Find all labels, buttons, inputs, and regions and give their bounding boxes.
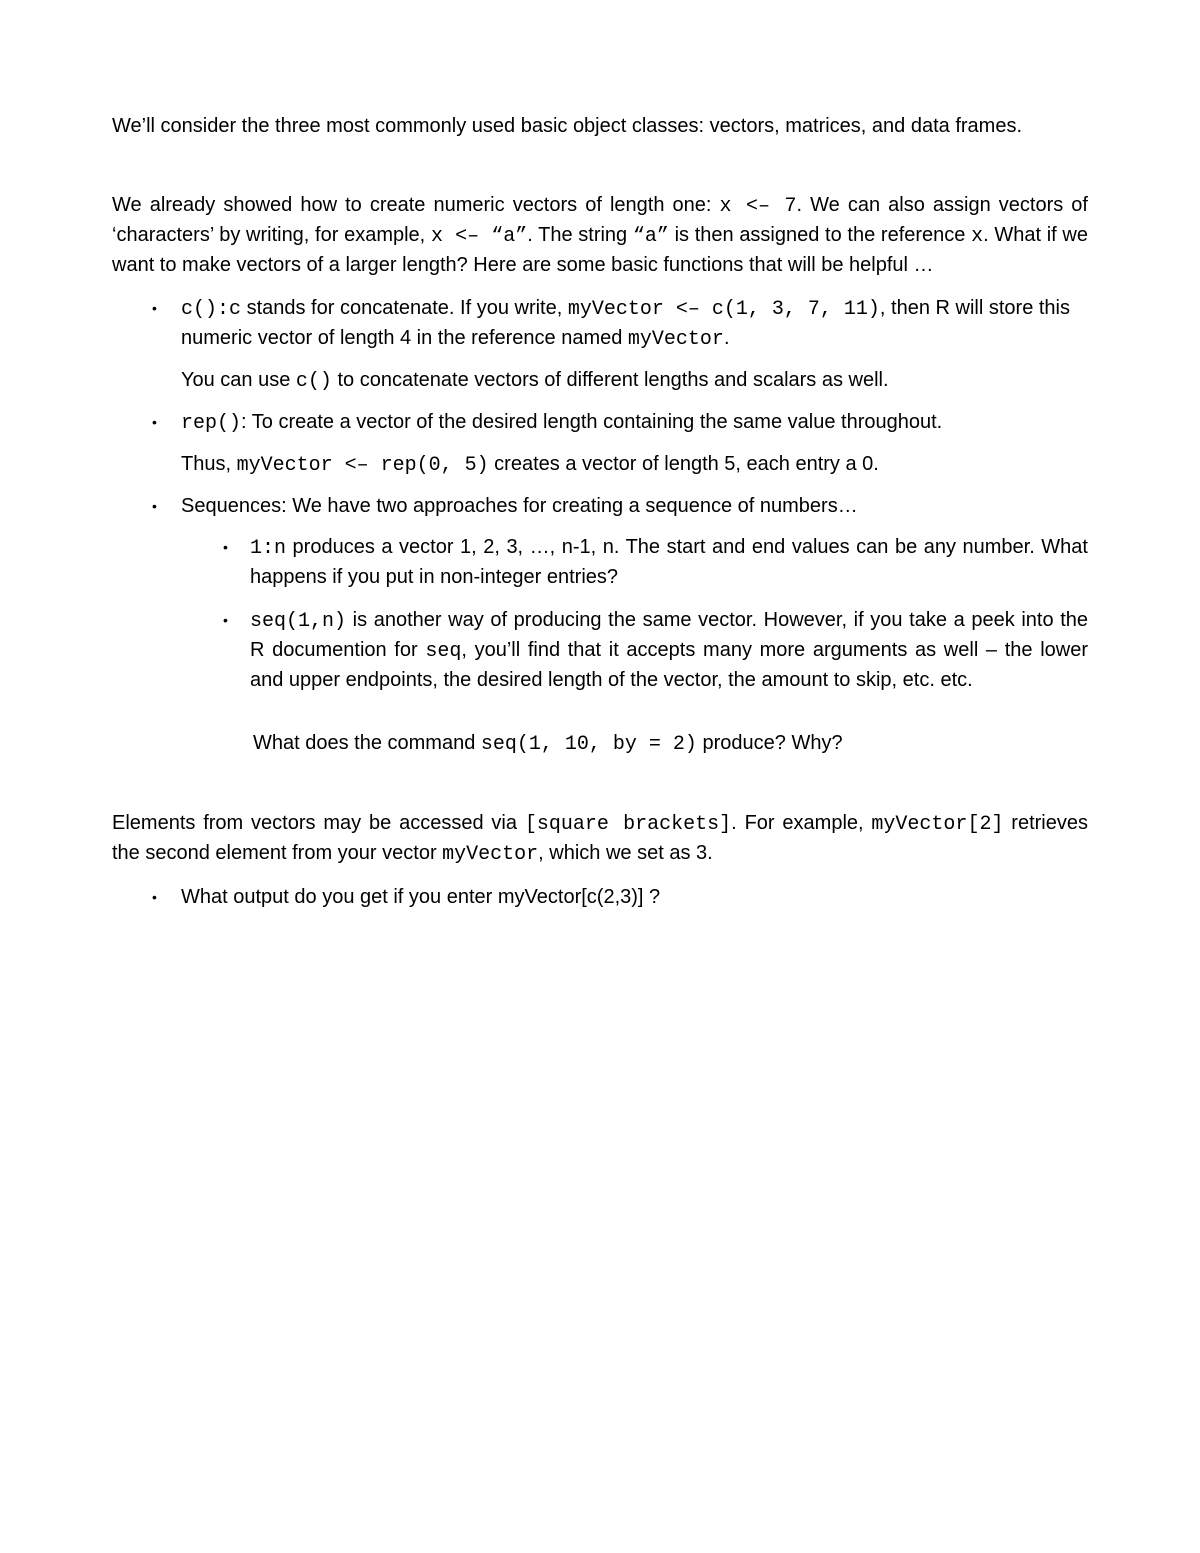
colon-operator-text [250,533,1088,592]
text-run: What does the command [253,732,481,754]
text-run: produces a vector 1, 2, 3, …, n-1, n. The start and end values can be any number. What happens if you put in non-integer entries? [250,536,1088,588]
sequences-text: Sequences: We have two approaches for creating a sequence of numbers… [181,495,858,517]
bullet-icon: • [152,300,157,316]
text-run: . For example, [731,812,872,834]
code-c-call: c() [295,370,332,393]
code-seq-call: seq(1,n) [250,610,347,633]
text-run: is then assigned to the reference [668,224,972,246]
elements-paragraph [112,809,1088,869]
output-question-text: What output do you get if you enter myVector[c(2,3)] ? [181,886,661,908]
text-run: creates a vector of length 5, each entry a 0. [488,453,879,475]
bullet-icon: • [223,612,228,628]
text-run: . We can also assign vectors of ‘characters’ by writing, for example, [112,194,1088,246]
rep-function-text [181,408,1088,438]
text-run: is another way of producing the same vector. However, if you take a peek into the R documention for [250,609,1088,661]
output-list [112,883,1088,912]
bullet-icon: • [152,498,157,514]
text-run: retrieves the second element from your vector [112,812,1088,864]
text-run: You can use [181,369,296,391]
text-run: produce? Why? [696,732,843,754]
code-colon: 1:n [250,537,287,560]
code-string-a: “a” [632,225,669,248]
text-run: Elements from vectors may be accessed via [112,812,525,834]
text-run: stands for concatenate. If you write, [241,297,568,319]
code-myvector: myVector [442,843,539,866]
code-myvector-index: myVector[2] [871,813,1004,836]
bullet-icon: • [152,889,157,905]
text-run: , then R will store this numeric vector of length 4 in the reference named [181,297,1070,349]
seq-function-text [250,606,1088,695]
code-myvector-rep: myVector <– rep(0, 5) [236,454,489,477]
functions-list [112,294,1088,521]
text-run: to concatenate vectors of different lengths and scalars as well. [331,369,889,391]
list-item-rep-function [152,408,1088,480]
code-x: x [971,225,984,248]
c-function-text [181,294,1088,354]
list-item-sequences [152,492,1088,521]
code-assign-string: x <– “a” [430,225,528,248]
text-run: Thus, [181,453,237,475]
code-seq: seq [425,640,462,663]
rep-function-note [181,450,1088,480]
sequences-sublist [112,533,1088,695]
list-item-colon-operator [223,533,1088,592]
vectors-paragraph [112,191,1088,280]
list-item-output-question [152,883,1088,912]
text-run: . The string [527,224,633,246]
c-function-note [181,366,1088,396]
text-run: We already showed how to create numeric vectors of length one: [112,194,720,216]
intro-paragraph: We’ll consider the three most commonly used basic object classes: vectors, matrices, and data frames. [112,115,1023,137]
code-rep: rep() [181,412,242,435]
code-myvector-c: myVector <– c(1, 3, 7, 11) [567,298,880,321]
text-run: : To create a vector of the desired length containing the same value throughout. [241,411,943,433]
text-run: , which we set as 3. [538,842,713,864]
text-run: . What if we want to make vectors of a larger length? Here are some basic functions that will be helpful … [112,224,1088,276]
text-run: . [723,327,730,349]
code-c: c():c [181,298,242,321]
text-run: , you’ll find that it accepts many more arguments as well – the lower and upper endpoints, the desired length of the vector, the amount to skip, etc. etc. [250,639,1088,691]
code-assign-number: x <– 7 [719,195,797,218]
seq-question [253,729,1088,759]
list-item-seq-function [223,606,1088,695]
list-item-c-function [152,294,1088,396]
bullet-icon: • [152,414,157,430]
code-square-brackets: [square brackets] [524,813,732,836]
code-myvector: myVector [627,328,724,351]
bullet-icon: • [223,539,228,555]
document-page [112,112,1088,924]
code-seq-by: seq(1, 10, by = 2) [480,733,697,756]
